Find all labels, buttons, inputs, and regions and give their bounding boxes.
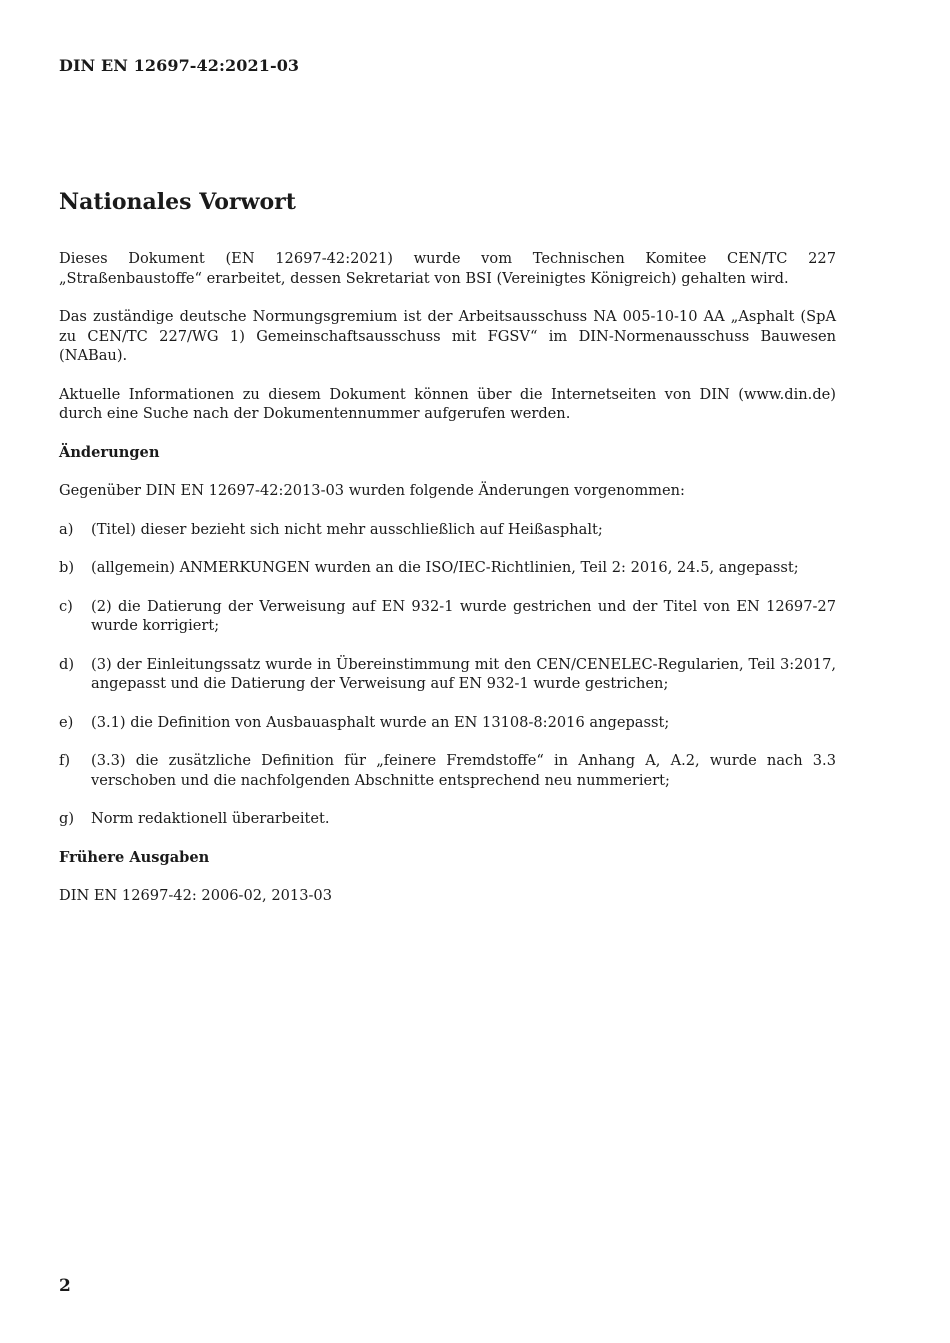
paragraph-information: Aktuelle Informationen zu diesem Dokument können über die Internetseiten von DIN (www.din.de) durch eine Suche nach der Dokumentennummer aufgerufen werden.: [59, 385, 836, 422]
list-item-text: (2) die Datierung der Verweisung auf EN 932-1 wurde gestrichen und der Titel von EN 12697-27 wurde korrigiert;: [91, 597, 836, 634]
previous-editions-heading: Frühere Ausgaben: [59, 848, 210, 866]
list-item-text: (3.1) die Definition von Ausbauasphalt wurde an EN 13108-8:2016 angepasst;: [91, 713, 670, 731]
list-marker: f): [59, 752, 71, 769]
list-item: [59, 558, 836, 578]
list-marker: d): [59, 655, 75, 673]
previous-editions-text: DIN EN 12697-42: 2006-02, 2013-03: [59, 887, 332, 904]
list-marker: b): [59, 559, 75, 576]
list-item: [59, 520, 836, 540]
list-item: [59, 597, 836, 636]
list-item: [59, 655, 836, 694]
list-item-text: (allgemein) ANMERKUNGEN wurden an die ISO/IEC-Richtlinien, Teil 2: 2016, 24.5, angepasst;: [91, 559, 799, 576]
list-item-text: (3) der Einleitungssatz wurde in Übereinstimmung mit den CEN/CENELEC-Regularien, Teil 3:2017, angepasst und die Datierung der Verweisung auf EN 932-1 wurde gestrichen;: [91, 655, 836, 692]
document-id-header: DIN EN 12697-42:2021-03: [59, 56, 300, 75]
list-item-text: (3.3) die zusätzliche Definition für „feinere Fremdstoffe“ in Anhang A, A.2, wurde nach 3.3 verschoben und die nachfolgenden Abschnitte entsprechend neu nummeriert;: [91, 752, 836, 789]
paragraph-committee: Dieses Dokument (EN 12697-42:2021) wurde vom Technischen Komitee CEN/TC 227 „Straßenbaustoffe“ erarbeitet, dessen Sekretariat von BSI (Vereinigtes Königreich) gehalten wird.: [59, 250, 836, 287]
list-item: [59, 809, 836, 829]
list-item-text: (Titel) dieser bezieht sich nicht mehr ausschließlich auf Heißasphalt;: [91, 520, 603, 538]
list-item: [59, 713, 836, 733]
list-marker: g): [59, 810, 75, 827]
section-title: Nationales Vorwort: [59, 189, 296, 215]
document-page: [59, 0, 836, 1343]
list-marker: a): [59, 520, 74, 538]
changes-list: [59, 520, 836, 829]
list-item-text: Norm redaktionell überarbeitet.: [91, 810, 330, 827]
list-item: [59, 751, 836, 790]
changes-heading: Änderungen: [59, 443, 160, 461]
main-content: [59, 188, 836, 925]
paragraph-national-body: Das zuständige deutsche Normungsgremium ist der Arbeitsausschuss NA 005-10-10 AA „Asphalt (SpA zu CEN/TC 227/WG 1) Gemeinschaftsausschuss mit FGSV“ im DIN-Normenausschuss Bauwesen (NABau).: [59, 308, 836, 364]
list-marker: c): [59, 597, 73, 615]
changes-intro: Gegenüber DIN EN 12697-42:2013-03 wurden folgende Änderungen vorgenommen:: [59, 482, 685, 499]
list-marker: e): [59, 713, 74, 731]
page-number: 2: [59, 1276, 71, 1296]
